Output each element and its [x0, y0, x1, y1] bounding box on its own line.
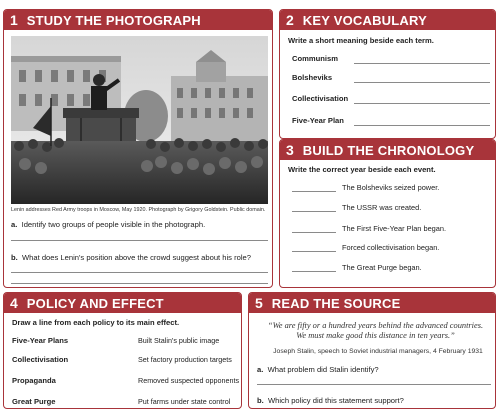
question-b: b. What does Lenin's position above the crowd suggest about his role?: [11, 253, 251, 262]
instruction-text: Write the correct year beside each event.: [288, 165, 436, 174]
section-number: 2: [286, 12, 294, 28]
event-text: The First Five-Year Plan began.: [342, 224, 447, 233]
section-number: 3: [286, 142, 294, 158]
meaning-line[interactable]: [354, 125, 490, 126]
effect-item[interactable]: Built Stalin's public image: [138, 336, 220, 345]
term-label: Communism: [292, 54, 338, 63]
key-vocabulary-panel: [279, 9, 496, 139]
instruction-text: Draw a line from each policy to its main effect.: [12, 318, 180, 327]
policy-effect-panel: [3, 292, 242, 409]
chronology-panel: [279, 139, 496, 288]
policy-item[interactable]: Great Purge: [12, 397, 56, 406]
section-header: [249, 293, 495, 313]
section-title: KEY VOCABULARY: [302, 12, 427, 28]
term-label: Collectivisation: [292, 94, 349, 103]
policy-item[interactable]: Propaganda: [12, 376, 56, 385]
year-line[interactable]: [292, 191, 336, 192]
read-source-panel: [248, 292, 496, 409]
study-photograph-panel: [3, 9, 273, 288]
meaning-line[interactable]: [354, 63, 490, 64]
year-line[interactable]: [292, 232, 336, 233]
event-text: The Great Purge began.: [342, 263, 422, 272]
event-text: The USSR was created.: [342, 203, 422, 212]
effect-item[interactable]: Put farms under state control: [138, 397, 231, 406]
effect-item[interactable]: Removed suspected opponents: [138, 376, 240, 385]
section-header: [4, 293, 241, 313]
event-text: Forced collectivisation began.: [342, 243, 440, 252]
instruction-text: Write a short meaning beside each term.: [288, 36, 434, 45]
event-text: The Bolsheviks seized power.: [342, 183, 440, 192]
policy-item[interactable]: Collectivisation: [12, 355, 69, 364]
section-header: [280, 10, 495, 30]
term-label: Bolsheviks: [292, 73, 333, 82]
year-line[interactable]: [292, 271, 336, 272]
question-a: a. Identify two groups of people visible in the photograph.: [11, 220, 206, 229]
year-line[interactable]: [292, 251, 336, 252]
term-label: Five-Year Plan: [292, 116, 344, 125]
section-header: [280, 140, 495, 160]
effect-item[interactable]: Set factory production targets: [138, 355, 232, 364]
answer-line[interactable]: [11, 240, 268, 241]
section-number: 5: [255, 295, 263, 311]
section-title: BUILD THE CHRONOLOGY: [302, 142, 475, 158]
section-number: 1: [10, 12, 18, 28]
lenin-photograph: [11, 36, 268, 204]
section-title: STUDY THE PHOTOGRAPH: [26, 12, 201, 28]
section-title: READ THE SOURCE: [271, 295, 401, 311]
meaning-line[interactable]: [354, 82, 490, 83]
answer-line[interactable]: [11, 283, 268, 284]
section-number: 4: [10, 295, 18, 311]
section-title: POLICY AND EFFECT: [26, 295, 164, 311]
answer-line[interactable]: [257, 384, 491, 385]
photo-caption: Lenin addresses Red Army troops in Moscow, May 1920. Photograph by Grigory Goldstein. Public domain.: [11, 207, 266, 213]
photograph-image: [11, 36, 268, 204]
source-attribution: Joseph Stalin, speech to Soviet industrial managers, 4 February 1931: [273, 348, 483, 355]
policy-item[interactable]: Five-Year Plans: [12, 336, 69, 345]
year-line[interactable]: [292, 211, 336, 212]
question-b: b. Which policy did this statement support?: [257, 396, 404, 405]
question-a: a. What problem did Stalin identify?: [257, 365, 379, 374]
meaning-line[interactable]: [354, 103, 490, 104]
answer-line[interactable]: [11, 272, 268, 273]
source-quote: “We are fifty or a hundred years behind the advanced countries. We must make good this distance in ten years.”: [267, 321, 484, 340]
section-header: [4, 10, 272, 30]
